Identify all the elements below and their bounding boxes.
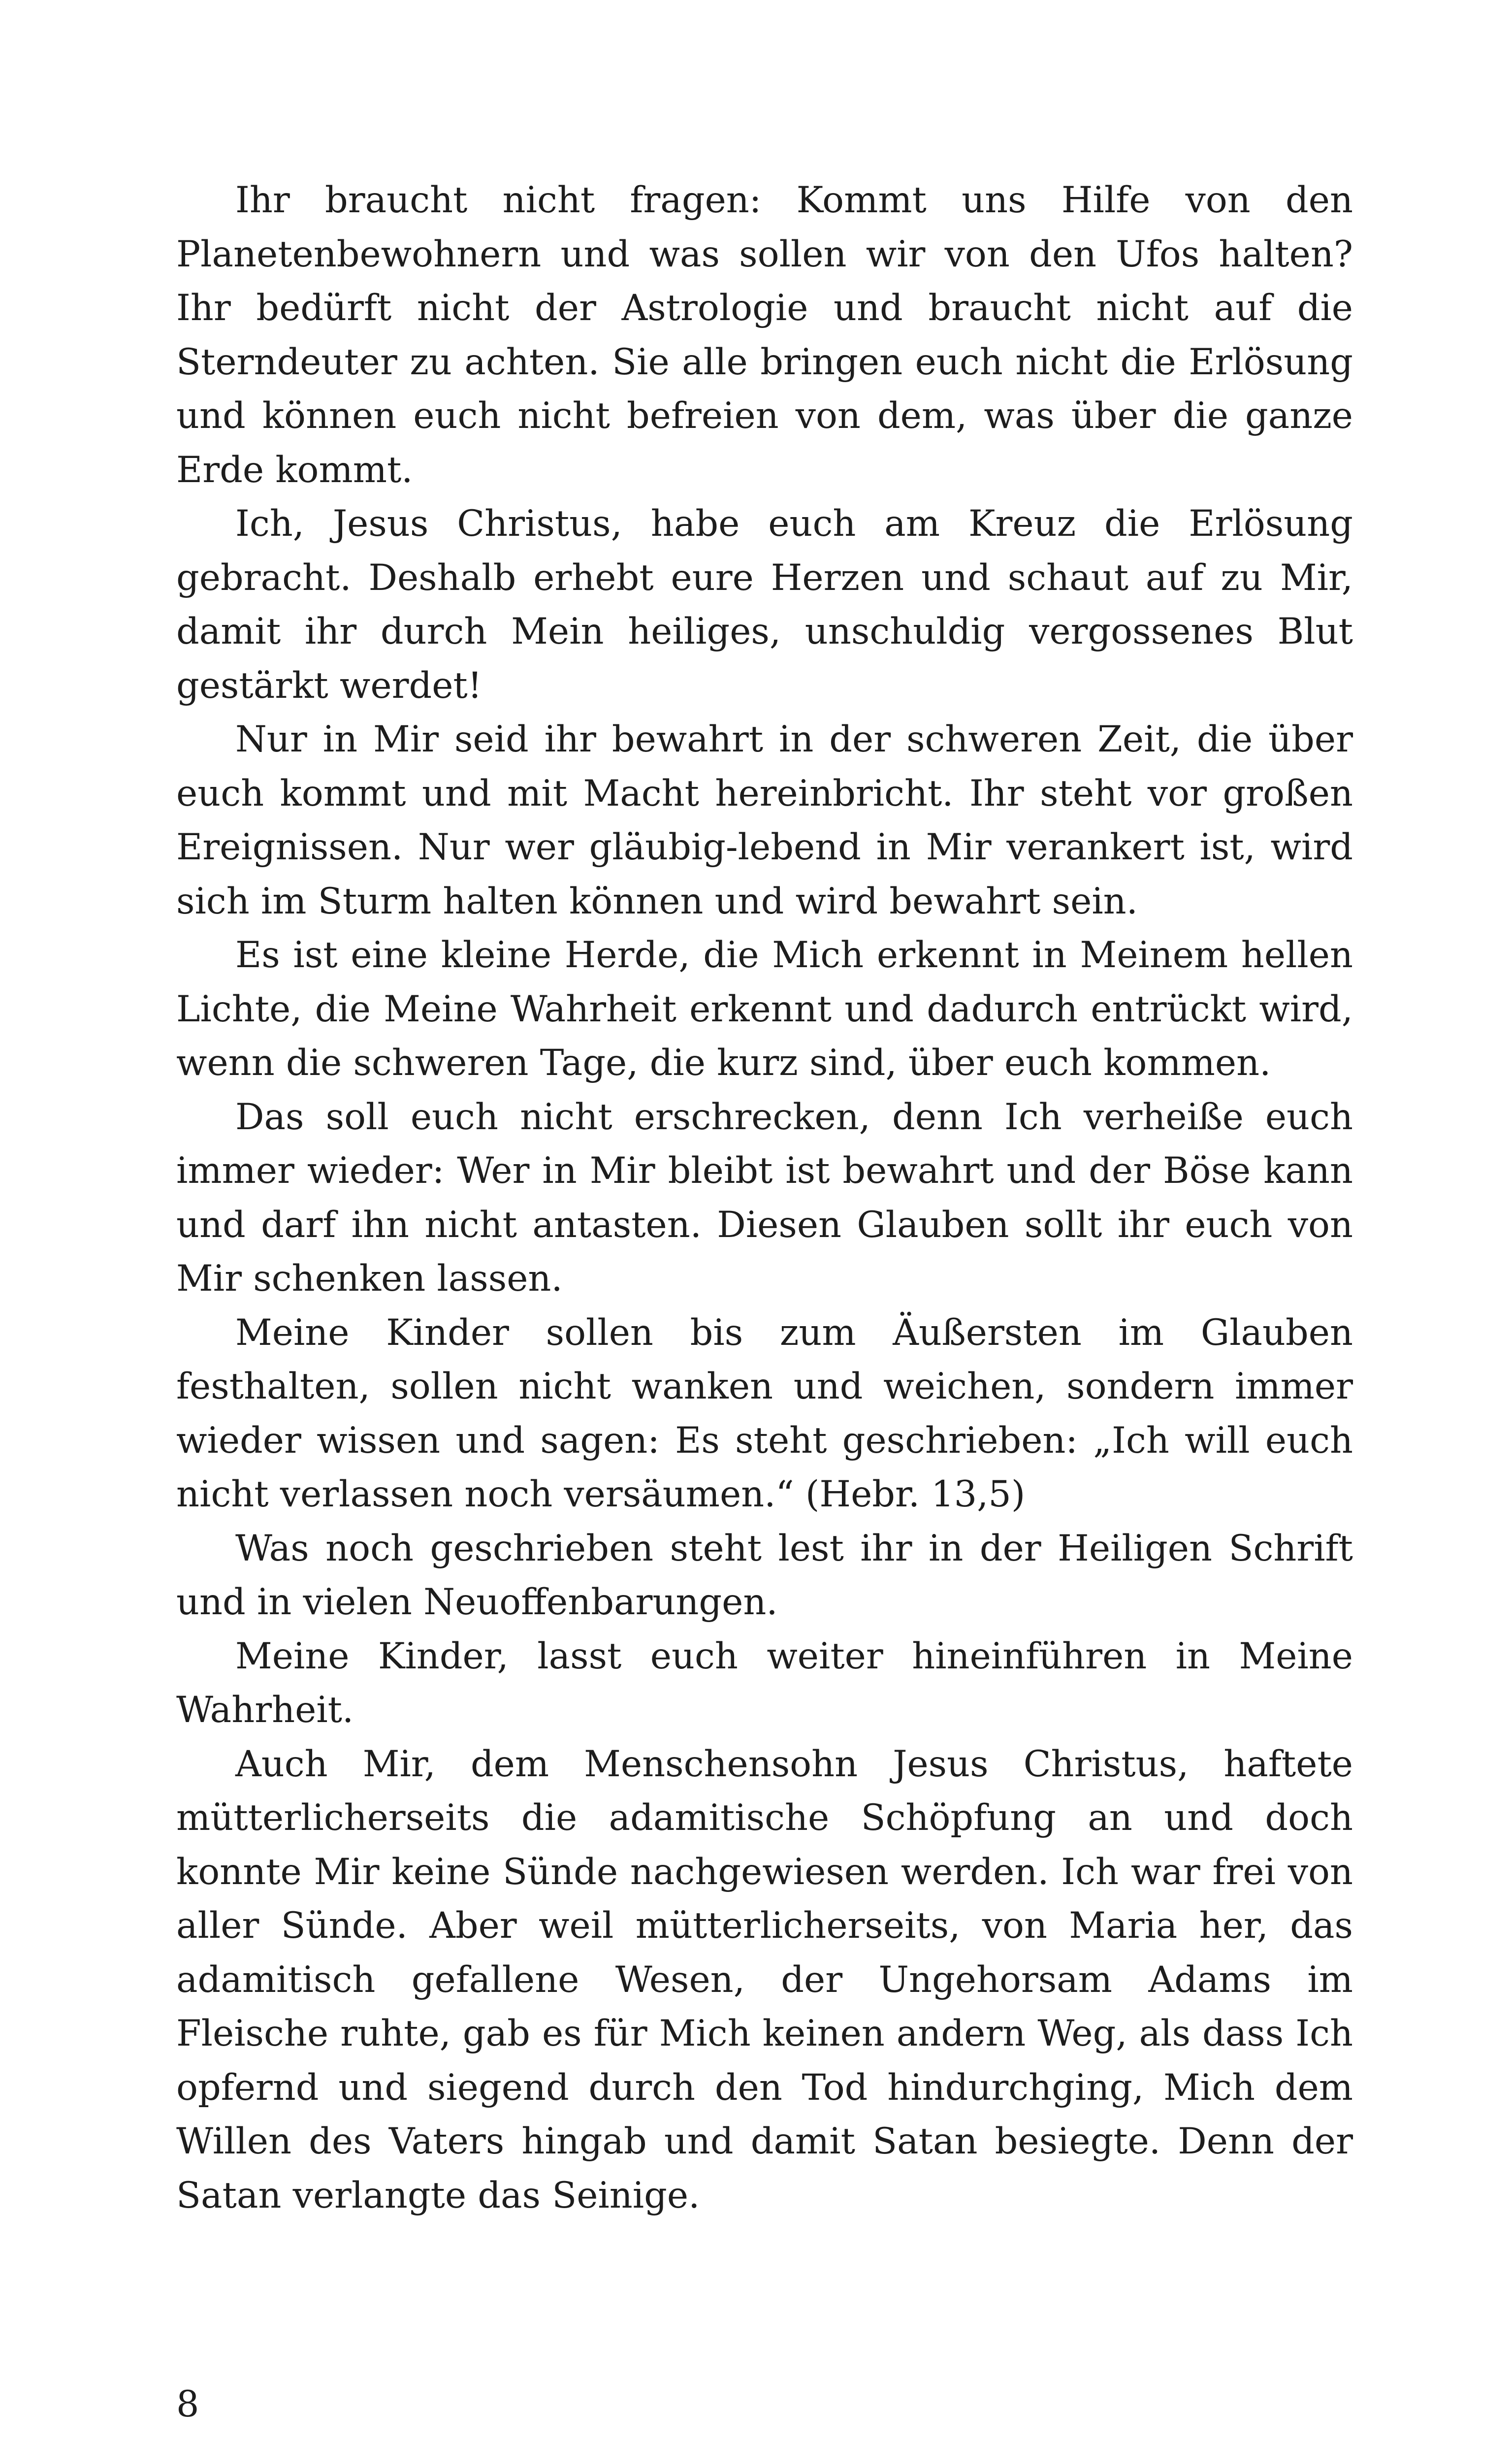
paragraph-1: Ihr braucht nicht fragen: Kommt uns Hilfe von den Planetenbewohnern und was sollen wir von den Ufos halten? Ihr bedürft nicht der Astrologie und braucht nicht auf die Sterndeuter zu achten. Sie alle bringen euch nicht die Erlösung und können euch nicht befreien von dem, was über die ganze Erde kommt. xyxy=(176,179,1353,491)
paragraph-8: Meine Kinder, lasst euch weiter hineinführen in Meine Wahrheit. xyxy=(176,1635,1353,1731)
body-text xyxy=(176,173,1353,2222)
paragraph-9: Auch Mir, dem Menschensohn Jesus Christus, haftete mütterlicherseits die adamitische Schöpfung an und doch konnte Mir keine Sünde nachgewiesen werden. Ich war frei von aller Sünde. Aber weil mütterlicherseits, von Maria her, das adamitisch gefallene Wesen, der Ungehorsam Adams im Fleische ruhte, gab es für Mich keinen andern Weg, als dass Ich opfernd und siegend durch den Tod hindurchging, Mich dem Willen des Vaters hingab und damit Satan besiegte. Denn der Satan verlangte das Seinige. xyxy=(176,1743,1353,2216)
paragraph-6: Meine Kinder sollen bis zum Äußersten im Glauben festhalten, sollen nicht wanken und weichen, sondern immer wieder wissen und sagen: Es steht geschrieben: „Ich will euch nicht verlassen noch versäumen.“ (Hebr. 13,5) xyxy=(176,1311,1353,1515)
paragraph-5: Das soll euch nicht erschrecken, denn Ich verheiße euch immer wieder: Wer in Mir bleibt ist bewahrt und der Böse kann und darf ihn nicht antasten. Diesen Glauben sollt ihr euch von Mir schenken lassen. xyxy=(176,1096,1353,1300)
paragraph-3: Nur in Mir seid ihr bewahrt in der schweren Zeit, die über euch kommt und mit Macht hereinbricht. Ihr steht vor großen Ereignissen. Nur wer gläubig-lebend in Mir verankert ist, wird sich im Sturm halten können und wird bewahrt sein. xyxy=(176,718,1353,922)
paragraph-4: Es ist eine kleine Herde, die Mich erkennt in Meinem hellen Lichte, die Meine Wahrheit erkennt und dadurch entrückt wird, wenn die schweren Tage, die kurz sind, über euch kommen. xyxy=(176,934,1353,1084)
page-number: 8 xyxy=(176,2383,199,2425)
paragraph-7: Was noch geschrieben steht lest ihr in der Heiligen Schrift und in vielen Neuoffenbarungen. xyxy=(176,1527,1353,1623)
paragraph-2: Ich, Jesus Christus, habe euch am Kreuz die Erlösung gebracht. Deshalb erhebt eure Herzen und schaut auf zu Mir, damit ihr durch Mein heiliges, unschuldig vergossenes Blut gestärkt werdet! xyxy=(176,503,1353,707)
